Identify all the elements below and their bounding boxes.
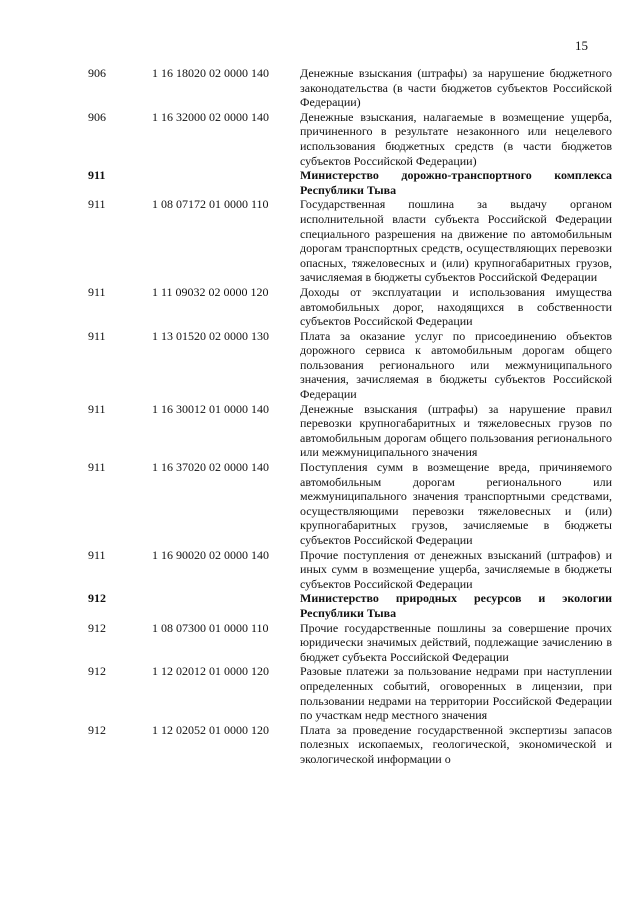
table-row [88, 66, 612, 110]
revenue-name-cell: Плата за оказание услуг по присоединению объектов дорожного сервиса к автомобильным дорогам общего пользования регионального или межмуниципального значения, зачисляемая в бюджеты субъектов Российской Федерации [300, 328, 612, 402]
revenue-name-cell: Прочие государственные пошлины за совершение прочих юридически значимых действий, подлежащие зачислению в бюджет субъекта Российской Федерации [300, 620, 612, 664]
table-row [88, 285, 612, 329]
revenue-name-cell: Денежные взыскания (штрафы) за нарушение правил перевозки крупногабаритных и тяжеловесных грузов по автомобильным дорогам общего пользования регионального или межмуниципального значения [300, 401, 612, 460]
budget-code-cell: 1 12 02052 01 0000 120 [152, 722, 269, 737]
budget-code-cell: 1 16 37020 02 0000 140 [152, 460, 269, 475]
budget-code-cell: 1 12 02012 01 0000 120 [152, 664, 269, 679]
table-row [88, 110, 612, 168]
table-row [88, 548, 612, 592]
admin-code-cell: 911 [88, 547, 106, 562]
admin-code-cell: 911 [88, 328, 106, 343]
admin-code-cell: 911 [88, 197, 106, 212]
budget-code-cell: 1 08 07172 01 0000 110 [152, 197, 269, 212]
ministry-header-row [88, 591, 612, 620]
revenue-name-cell: Разовые платежи за пользование недрами при наступлении определенных событий, оговоренных в лицензии, при пользовании недрами на территории Российской Федерации по участкам недр местного значения [300, 664, 612, 723]
budget-code-cell: 1 16 18020 02 0000 140 [152, 66, 269, 80]
budget-code-cell: 1 13 01520 02 0000 130 [152, 328, 269, 343]
table-row [88, 197, 612, 285]
ministry-header-row [88, 168, 612, 197]
revenue-name-cell: Поступления сумм в возмещение вреда, причиняемого автомобильным дорогам регионального или межмуниципального значения транспортными средствами, осуществляющими перевозки тяжеловесных и (или) крупногабаритных грузов, зачисляемые в бюджеты субъектов Российской Федерации [300, 460, 612, 547]
admin-code-cell: 912 [88, 722, 106, 737]
table-row [88, 460, 612, 548]
budget-code-cell: 1 08 07300 01 0000 110 [152, 620, 269, 635]
admin-code-cell: 911 [88, 460, 106, 475]
page-number: 15 [575, 38, 588, 53]
budget-code-cell: 1 16 32000 02 0000 140 [152, 109, 269, 124]
table-row [88, 664, 612, 722]
table-row [88, 621, 612, 665]
admin-code-cell: 906 [88, 66, 106, 80]
ministry-name-cell: Министерство дорожно-транспортного комплекса Республики Тыва [300, 168, 612, 197]
revenue-classification-table [88, 66, 612, 767]
admin-code-cell: 911 [88, 168, 106, 183]
revenue-name-cell: Прочие поступления от денежных взысканий (штрафов) и иных сумм в возмещение ущерба, зачисляемые в бюджеты субъектов Российской Федерации [300, 547, 612, 591]
revenue-name-cell: Государственная пошлина за выдачу органом исполнительной власти субъекта Российской Федерации специального разрешения на движение по автомобильным дорогам транспортных средств, осуществляющих перевозки опасных, тяжеловесных и (или) крупногабаритных грузов, зачисляемая в бюджеты субъектов Российской Федерации [300, 197, 612, 285]
admin-code-cell: 912 [88, 664, 106, 679]
budget-code-cell: 1 11 09032 02 0000 120 [152, 284, 269, 299]
revenue-name-cell: Денежные взыскания, налагаемые в возмещение ущерба, причиненного в результате незаконного или нецелевого использования бюджетных средств (в части бюджетов субъектов Российской Федерации) [300, 109, 612, 168]
table-row [88, 402, 612, 460]
table-row [88, 723, 612, 767]
admin-code-cell: 911 [88, 284, 106, 299]
revenue-name-cell: Доходы от эксплуатации и использования имущества автомобильных дорог, находящихся в собственности субъектов Российской Федерации [300, 284, 612, 329]
table-row [88, 329, 612, 402]
admin-code-cell: 911 [88, 401, 106, 416]
revenue-name-cell: Денежные взыскания (штрафы) за нарушение бюджетного законодательства (в части бюджетов субъектов Российской Федерации) [300, 66, 612, 110]
ministry-name-cell: Министерство природных ресурсов и экологии Республики Тыва [300, 591, 612, 620]
revenue-name-cell: Плата за проведение государственной экспертизы запасов полезных ископаемых, геологической, экономической и экологической информации о [300, 722, 612, 766]
admin-code-cell: 912 [88, 620, 106, 635]
admin-code-cell: 912 [88, 591, 106, 606]
budget-code-cell: 1 16 90020 02 0000 140 [152, 547, 269, 562]
admin-code-cell: 906 [88, 109, 106, 124]
budget-code-cell: 1 16 30012 01 0000 140 [152, 401, 269, 416]
